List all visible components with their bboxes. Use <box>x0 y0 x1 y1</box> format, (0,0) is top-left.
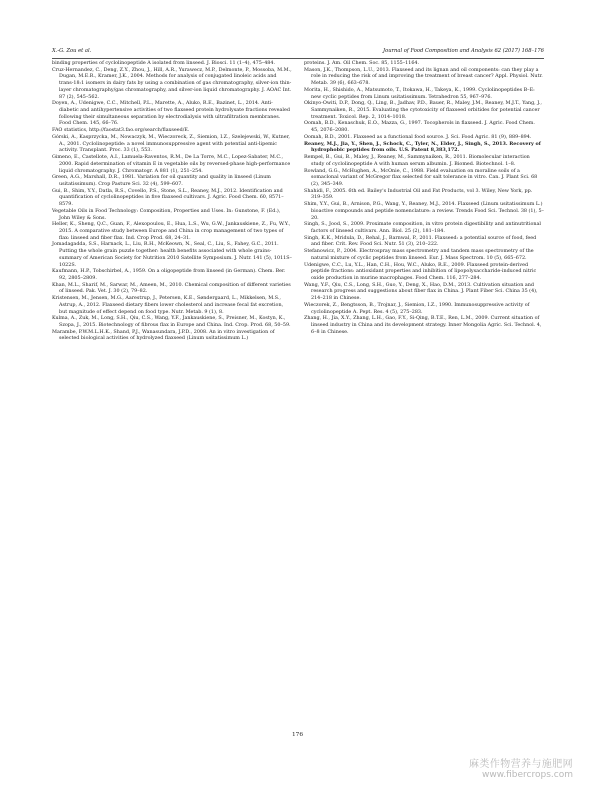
reference-entry: Kulma, A., Zuk, M., Long, S.H., Qiu, C.S., Wang, Y.F., Jankauskiene, S., Preisner, M., Kostyn, K., Szopa, J., 2015. Biotechnology of fibrous flax in Europe and China. Ind. Crop. Prod. 68, 50–59. <box>52 315 291 329</box>
watermark-url: www.fibercrops.com <box>482 770 573 780</box>
reference-entry: Jomadagadda, S.S., Harnack, L., Liu, R.H., McKeown, N., Seal, C., Liu, S., Fahey, G.C., 2011. Putting the whole grain puzzle together: health benefits associated with whole grains-summary of American Society for Nutrition 2010 Satellite Symposium. J. Nutr. 141 (5), 1011S–1022S. <box>52 241 292 268</box>
reference-entry: Gui, B., Shim, Y.Y., Datla, R.S., Covello, P.S., Stone, S.L., Reaney, M.J., 2012. Identification and quantification of cyclolinopeptides in five flaxseed cultivars. J. Agric. Food Chem. 60, 8571–8579. <box>52 187 284 208</box>
reference-entry: Stefanowicz, P., 2004. Electrospray mass spectrometry and tandem mass spectrometry of the natural mixture of cyclic peptides from linseed. Eur. J. Mass Spectrom. 10 (5), 665–672. <box>304 248 534 261</box>
reference-entry: Górski, A., Kasprzycka, M., Nowaczyk, M., Wieczoreck, Z., Siemion, I.Z., Szelejewski, W., Kutner, A., 2001. Cyclolinopeptide: a novel immunosuppressive agent with potential anti-lipemic activity. Transplant. Proc. 33 (1), 553. <box>52 133 290 154</box>
reference-entry: Vegetable Oils in Food Technology: Composition, Properties and Uses. In: Gunstone, F. (Ed.), John Wiley & Sons. <box>52 207 281 221</box>
reference-entry: Shim, Y.Y., Gui, B., Arnison, P.G., Wang, Y., Reaney, M.J., 2014. Flaxseed (Linum usitatissimum L.) bioactive compounds and peptide nomenclature: a review. Trends Food Sci. Technol. 38 (1), 5–20. <box>304 201 544 221</box>
reference-entry: Doyen, A., Udenigwe, C.C., Mitchell, P.L., Marette, A., Aluko, R.E., Bazinet, L., 2014. Anti-diabetic and antihypertensive activities of two flaxseed protein hydrolysate fractions revealed following their simultaneous separation by electrodialysis with ultrafiltration membranes. Food Chem. 145, 66–76. <box>52 100 290 127</box>
header-journal: Journal of Food Composition and Analysis 62 (2017) 168–176 <box>383 48 544 54</box>
reference-entry: Rowland, G.G., McHughen, A., McOnie, C., 1988. Field evaluation on moraline soils of a somaclonal variant of McGregor flax selected for salt tolerance in vitro. Can. J. Plant Sci. 68 (2), 345–349. <box>304 167 538 187</box>
reference-entry: Marambe, P.W.M.L.H.K., Shand, P.J., Wanasundara, J.P.D., 2008. An in vitro investigation of selected biological activities of hydrolyzed flaxseed (Linum usitatissimum L.) <box>52 328 275 342</box>
reference-entry: Wang, Y.F., Qiu, C.S., Long, S.H., Guo, Y., Deng, X., Hao, D.M., 2013. Cultivation situation and research progress and suggestions about fiber flax in China. J. Plant Fiber Sci. China 35 (4), 214–218 in Chinese. <box>304 281 538 302</box>
reference-entry: FAO statistics, http://faostat3.fao.org/search/flaxseed/E. <box>52 127 190 134</box>
watermark <box>469 755 573 780</box>
reference-entry: Singh, K.K., Mridula, D., Rehal, J., Barnwal, P., 2011. Flaxseed: a potential source of food, feed and fiber. Crit. Rev. Food Sci. Nutr. 51 (3), 210–222. <box>304 234 537 248</box>
reference-entry: binding properties of cyclolinopeptide A isolated from linseed. J. Biosci. 11 (1–4), 475–484. <box>52 60 276 66</box>
reference-entry: Kaufmann, H.P., Tobschirbel, A., 1959. On a oligopeptide from linseed (in German). Chem. Ber. 92, 2805–2809. <box>52 268 286 281</box>
reference-entry: Khan, M.L., Sharif, M., Sarwar, M., Ameen, M., 2010. Chemical composition of different varieties of linseed. Pak. Vet. J. 30 (2), 79–82. <box>52 281 291 295</box>
header-authors: X.-G. Zou et al. <box>52 48 92 54</box>
reference-entry: Udenigwe, C.C., Lu, Y.L., Han, C.H., Hou, W.C., Aluko, R.E., 2009. Flaxseed protein-derived peptide fractions: antioxidant properties and inhibition of lipopolysaccharide-induced nitric oxide production in murine macrophages. Food Chem. 116, 277–284. <box>304 261 537 281</box>
reference-entry: proteins. J. Am. Oil Chem. Soc. 85, 1155–1164. <box>304 60 420 66</box>
reference-entry: Heller, K., Sheng, Q.C., Guan, F., Alexopoulou, E., Hua, L.S., Wu, G.W., Jankauskiene, Z., Fu, W.Y., 2015. A comparative study between Europe and China in crop management of two types of flax: linseed and fiber flax. Ind. Crop Prod. 68, 24–31. <box>52 221 291 241</box>
reference-entry: Cruz-Hernandez, C., Deng, Z.Y., Zhou, J., Hill, A.R., Yurawecz, M.P., Delmonte, P., Mossoba, M.M., Dugan, M.E.R., Kramer, J.K., 2004. Methods for analysis of conjugated linoleic acids and trans-18:1 isomers in dairy fats by using a combination of gas chromatography, silver-ion thin-layer chromatography/gas chromatography, and silver-ion liquid chromatography. J. AOAC Int. 87 (2), 545–562. <box>52 66 292 100</box>
reference-entry: Singh, S., Jood, S., 2009. Proximate composition, in vitro protein digestibility and antinutritional factors of linseed cultivars. Ann. Biol. 25 (2), 181–184. <box>304 221 541 234</box>
reference-entry: Oomah, B.D., Kenaschuk, E.O., Mazza, G., 1997. Tocopherols in flaxseed. J. Agric. Food Chem. 45, 2076–2080. <box>304 120 535 134</box>
header-rule <box>52 58 544 59</box>
reference-entry: Wieczorek, Z., Bengtsson, B., Trojnar, J., Siemion, I.Z., 1990. Immunosuppressive activity of cyclolinopeptide A. Pept. Res. 4 (5), 275–283. <box>304 301 530 315</box>
reference-entry: Morita, H., Shishido, A., Matsumoto, T., Itokawa, H., Takeya, K., 1999. Cyclolinopeptides B–E: new cyclic peptides from Linum usitatissimum. Tetrahedron 55, 967–976. <box>304 86 535 100</box>
reference-entry: Gimeno, E., Castellote, A.I., Lamuela-Raventos, R.M., De La Torre, M.C., Lopez-Sabater, M.C., 2000. Rapid determination of vitamin E in vegetable oils by reversed-phase high-performance liquid chromatography. J. Chromatogr. A 881 (1), 251–254. <box>52 154 291 174</box>
reference-entry: Rempel, B., Gui, B., Maley, J., Reaney, M., Sammynaiken, R., 2011. Biomolecular interaction study of cyclolinopeptide A with human serum albumin. J. Biomed. Biotechnol. 1–8. <box>304 154 530 167</box>
reference-entry: Kristensen, M., Jensen, M.G., Aarestrup, J., Petersen, K.E., Søndergaard, L., Mikkelsen, M.S., Astrup, A., 2012. Flaxseed dietary fibers lower cholesterol and increase fecal fat excretion, but magnitude of effect depend on food type. Nutr. Metab. 9 (1), 8. <box>52 295 284 315</box>
reference-entry: Shahidi, F., 2005. 6th ed. Bailey's Industrial Oil and Fat Products, vol 3. Wiley, New York, pp. 319–359. <box>304 187 533 201</box>
running-header <box>52 48 544 58</box>
left-reference-column <box>52 60 292 342</box>
reference-entry: Reaney, M.J., Jia, Y., Shen, J., Schock, C., Tyler, N., Elder, J., Singh, S., 2013. Recovery of hydrophobic peptides from oils. U.S. Patent 8,383,172. <box>304 140 541 154</box>
reference-entry: Green, A.G., Marshall, D.R., 1981. Variation for oil quantity and quality in linseed (Linum usitatissimum). Crop Pasture Sci. 32 (4), 599–607. <box>52 174 271 187</box>
page-number: 176 <box>291 732 304 738</box>
right-reference-column <box>304 60 544 335</box>
reference-entry: Mason, J.K., Thompson, L.U., 2013. Flaxseed and its lignan and oil components: can they play a role in reducing the risk of and improving the treatment of breast cancer? Appl. Physiol. Nutr. Metab. 39 (6), 663–678. <box>304 66 543 87</box>
watermark-chinese: 麻类作物营养与施肥网 <box>469 759 573 770</box>
reference-entry: Oomah, B.D., 2001. Flaxseed as a functional food source. J. Sci. Food Agric. 81 (9), 889–894. <box>304 133 532 140</box>
reference-entry: Zhang, H., Jia, X.Y., Zhang, L.H., Gao, F.Y., Si-Qing, B.T.E., Ren, L.M., 2009. Current situation of linseed industry in China and its development strategy. Inner Mongolia Agric. Sci. Technol. 4, 6–8 in Chinese. <box>304 315 542 335</box>
reference-entry: Okinyo-Owiti, D.P., Dong, Q., Ling, B., Jadhav, P.D., Bauer, R., Maley, J.M., Reaney, M.J.T., Yang, J., Sammynaiken, R., 2015. Evaluating the cytotoxicity of flaxseed orbitides for potential cancer treatment. Toxicol. Rep. 2, 1014–1018. <box>304 100 542 120</box>
